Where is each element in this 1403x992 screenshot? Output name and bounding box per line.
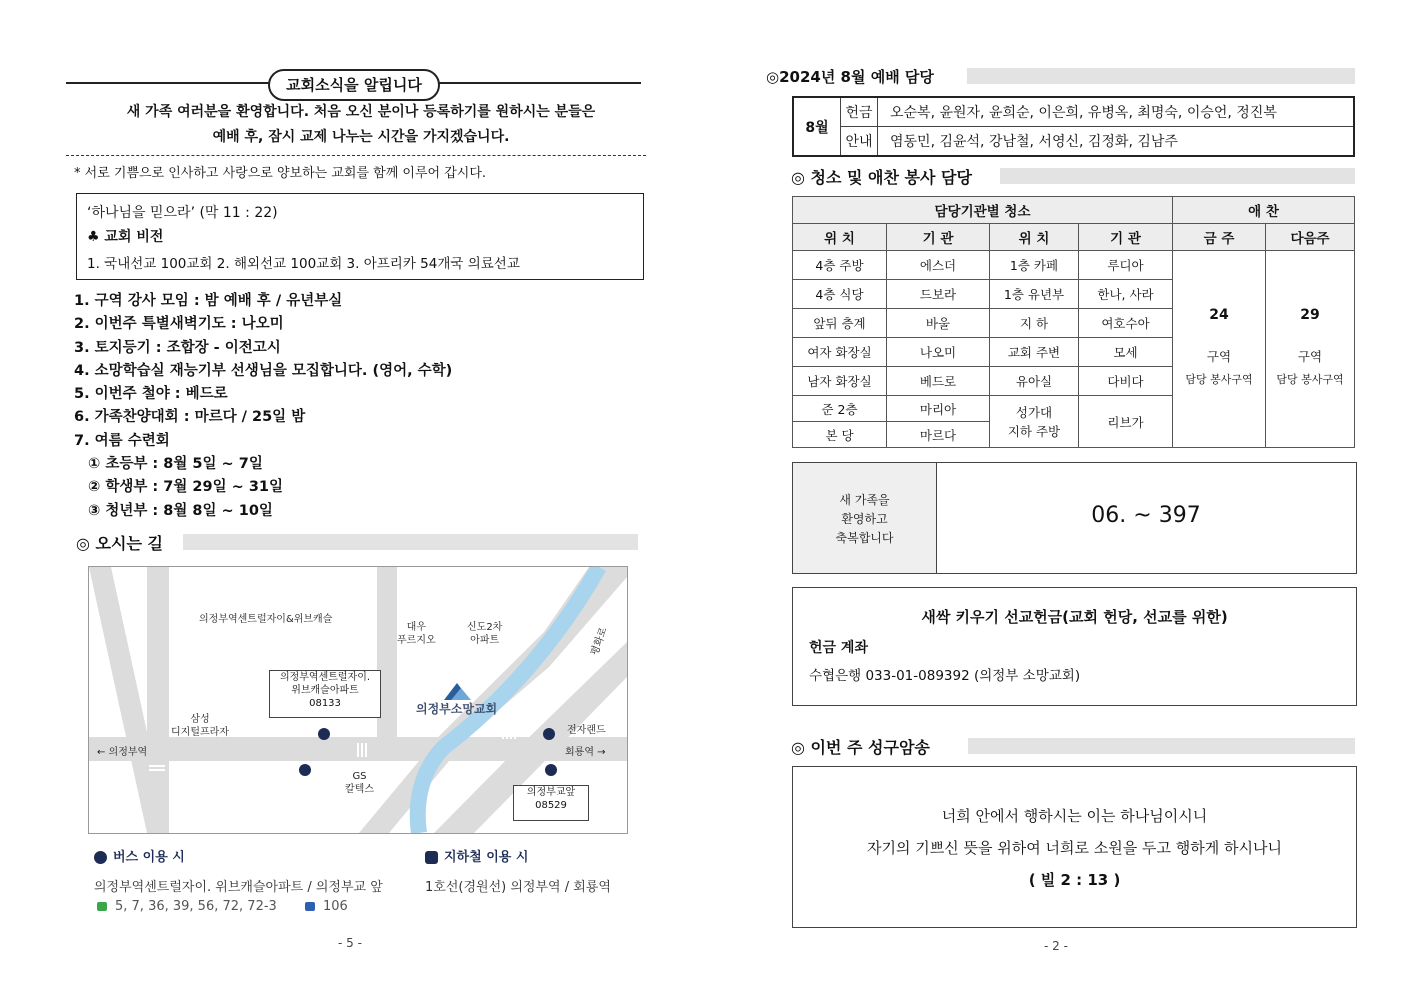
news-item: 7. 여름 수련회: [74, 432, 170, 449]
worship-role: 안내: [841, 127, 878, 157]
table-cell: 한나, 사라: [1079, 280, 1173, 309]
table-cell: 마리아: [887, 396, 990, 422]
column-header: 위 치: [793, 224, 887, 251]
bus-legend-title: 버스 이용 시: [113, 850, 185, 865]
news-list: [74, 290, 452, 523]
table-cell: 베드로: [887, 367, 990, 396]
bus-icon: [94, 851, 107, 864]
bus-legend: [94, 846, 185, 865]
directions-heading: ◎ 오시는 길: [76, 534, 163, 553]
table-cell: 여자 화장실: [793, 338, 887, 367]
mission-title: 새싹 키우기 선교헌금(교회 헌당, 선교를 위한): [921, 608, 1228, 626]
subway-legend-title: 지하철 이용 시: [444, 850, 529, 865]
blue-bus-icon: [305, 902, 315, 911]
news-item: 3. 토지등기 : 조합장 - 이전고시: [74, 339, 281, 356]
bus-routes-blue: [305, 899, 348, 914]
map-label-electroland: 전자랜드: [567, 725, 606, 736]
this-week-district-number: 24: [1209, 307, 1229, 323]
directions-heading-bar: [183, 534, 638, 550]
table-cell: 1층 유년부: [990, 280, 1079, 309]
table-cell: 지 하: [990, 309, 1079, 338]
bus-routes-green: [97, 899, 277, 914]
new-family-box: [792, 462, 1357, 574]
blue-bus-numbers: 106: [323, 899, 348, 914]
worship-names: 염동민, 김윤석, 강남철, 서영신, 김정화, 김남주: [878, 127, 1355, 157]
meal-group-header: 애 찬: [1173, 197, 1355, 224]
table-cell: 모세: [1079, 338, 1173, 367]
worship-month: 8월: [793, 97, 841, 156]
welcome-line-2: 예배 후, 잠시 교제 나누는 시간을 가지겠습니다.: [212, 129, 510, 145]
news-item: 4. 소망학습실 재능기부 선생님을 모집합니다. (영어, 수학): [74, 362, 453, 379]
memory-verse-line-2: 자기의 기쁘신 뜻을 위하여 너희로 소원을 두고 행하게 하시나니: [867, 839, 1282, 857]
table-cell: 다비다: [1079, 367, 1173, 396]
column-header: 기 관: [887, 224, 990, 251]
cleaning-heading: ◎ 청소 및 애찬 봉사 담당: [791, 168, 972, 187]
subway-text: 1호선(경원선) 의정부역 / 회룡역: [425, 880, 611, 895]
table-cell: 남자 화장실: [793, 367, 887, 396]
bus-stop-icon: [543, 728, 555, 740]
news-item: 5. 이번주 철야 : 베드로: [74, 386, 228, 403]
table-cell: 1층 카페: [990, 251, 1079, 280]
table-cell: 리브가: [1079, 396, 1173, 448]
location-map: [88, 566, 628, 834]
district-sublabel: 담당 봉사구역: [1185, 373, 1253, 386]
cleaning-heading-bar: [1000, 168, 1355, 184]
next-week-district-number: 29: [1300, 307, 1320, 323]
mission-account-label: 헌금 계좌: [809, 640, 868, 656]
bus-stop-box-08529: 의정부교앞 08529: [513, 785, 589, 821]
greeting-note: * 서로 기쁨으로 인사하고 사랑으로 양보하는 교회를 함께 이루어 갑시다.: [74, 166, 487, 181]
new-family-label: 새 가족을 환영하고 축복합니다: [835, 493, 894, 545]
table-cell: 나오미: [887, 338, 990, 367]
table-cell: 4층 주방: [793, 251, 887, 280]
bus-stop-icon: [299, 764, 311, 776]
worship-role: 헌금: [841, 97, 878, 127]
table-cell: 여호수아: [1079, 309, 1173, 338]
district-sublabel: 담당 봉사구역: [1276, 373, 1344, 386]
table-cell: 루디아: [1079, 251, 1173, 280]
mission-account: 수협은행 033-01-089392 (의정부 소망교회): [809, 668, 1081, 684]
vision-items: 1. 국내선교 100교회 2. 해외선교 100교회 3. 아프리카 54개국 의료선교: [87, 256, 520, 272]
table-cell: 바울: [887, 309, 990, 338]
bus-stops-text: 의정부역센트럴자이. 위브캐슬아파트 / 의정부교 앞: [94, 880, 383, 895]
bus-stop-icon: [318, 728, 330, 740]
mission-offering-box: [792, 587, 1357, 706]
page-number-right: - 2 -: [1044, 939, 1068, 953]
welcome-line-1: 새 가족 여러분을 환영합니다. 처음 오신 분이나 등록하기를 원하시는 분들은: [126, 104, 596, 120]
map-label-samsung: 삼성 디지털프라자: [171, 714, 229, 738]
this-week-meal: [1173, 251, 1266, 448]
table-cell: 드보라: [887, 280, 990, 309]
bus-stop-box-08133: 의정부역센트럴자이. 위브캐슬아파트 08133: [269, 670, 381, 718]
green-bus-numbers: 5, 7, 36, 39, 56, 72, 72-3: [115, 899, 277, 914]
table-cell: 본 당: [793, 422, 887, 448]
table-cell: 성가대 지하 주방: [990, 396, 1079, 448]
bus-stop-icon: [545, 764, 557, 776]
worship-table: [792, 96, 1355, 157]
vision-verse: ‘하나님을 믿으라’ (막 11 : 22): [87, 205, 278, 221]
table-cell: 에스더: [887, 251, 990, 280]
subway-icon: [425, 851, 438, 864]
table-cell: 앞뒤 층계: [793, 309, 887, 338]
map-label-gs: GS 칼텍스: [345, 771, 374, 795]
retreat-item: ① 초등부 : 8월 5일 ~ 7일: [88, 456, 263, 473]
new-family-label-cell: [793, 463, 937, 573]
table-cell: 마르다: [887, 422, 990, 448]
subway-legend: [425, 846, 528, 865]
page-title: 교회소식을 알립니다: [268, 69, 440, 101]
vision-heading: ♣ 교회 비전: [87, 229, 164, 245]
next-week-meal: [1266, 251, 1355, 448]
map-label-hoeryong-station: 회룡역 →: [565, 747, 606, 758]
cleaning-table: [792, 196, 1355, 448]
memory-verse-box: [792, 766, 1357, 928]
new-family-value: 06. ~ 397: [1091, 503, 1201, 528]
column-header: 금 주: [1173, 224, 1266, 251]
memory-verse-heading-bar: [968, 738, 1355, 754]
map-label-church: 의정부소망교회: [416, 702, 498, 716]
column-header: 위 치: [990, 224, 1079, 251]
table-cell: 유아실: [990, 367, 1079, 396]
table-cell: 4층 식당: [793, 280, 887, 309]
column-header: 기 관: [1079, 224, 1173, 251]
retreat-item: ② 학생부 : 7월 29일 ~ 31일: [88, 479, 284, 496]
column-header: 다음주: [1266, 224, 1355, 251]
map-label-uijeongbu-station: ← 의정부역: [97, 747, 148, 758]
dashed-divider: [66, 155, 646, 156]
memory-verse-line-1: 너희 안에서 행하시는 이는 하나님이시니: [941, 807, 1208, 825]
green-bus-icon: [97, 902, 107, 911]
cleaning-group-header: 담당기관별 청소: [793, 197, 1173, 224]
table-cell: 교회 주변: [990, 338, 1079, 367]
memory-verse-heading: ◎ 이번 주 성구암송: [791, 738, 930, 757]
news-item: 6. 가족찬양대회 : 마르다 / 25일 밤: [74, 409, 306, 426]
news-item: 1. 구역 강사 모임 : 밤 예배 후 / 유년부실: [74, 293, 343, 309]
district-label: 구역: [1297, 349, 1323, 364]
worship-heading: ◎2024년 8월 예배 담당: [766, 68, 934, 86]
district-label: 구역: [1206, 349, 1232, 364]
worship-heading-bar: [967, 68, 1355, 84]
memory-verse-reference: ( 빌 2 : 13 ): [1028, 871, 1121, 889]
news-item: 2. 이번주 특별새벽기도 : 나오미: [74, 316, 284, 333]
worship-names: 오순복, 윤원자, 윤희순, 이은희, 유병옥, 최명숙, 이승언, 정진복: [878, 97, 1355, 127]
page-number-left: - 5 -: [338, 936, 362, 950]
retreat-item: ③ 청년부 : 8월 8일 ~ 10일: [88, 502, 273, 519]
map-label-road: 평화로: [589, 626, 610, 657]
table-cell: 준 2층: [793, 396, 887, 422]
map-label-apartment: 의정부역센트럴자이&위브캐슬: [199, 614, 333, 625]
vision-box: [76, 193, 644, 280]
map-label-shindo: 신도2차 아파트: [467, 622, 503, 646]
map-label-daewoo: 대우 푸르지오: [397, 622, 436, 646]
